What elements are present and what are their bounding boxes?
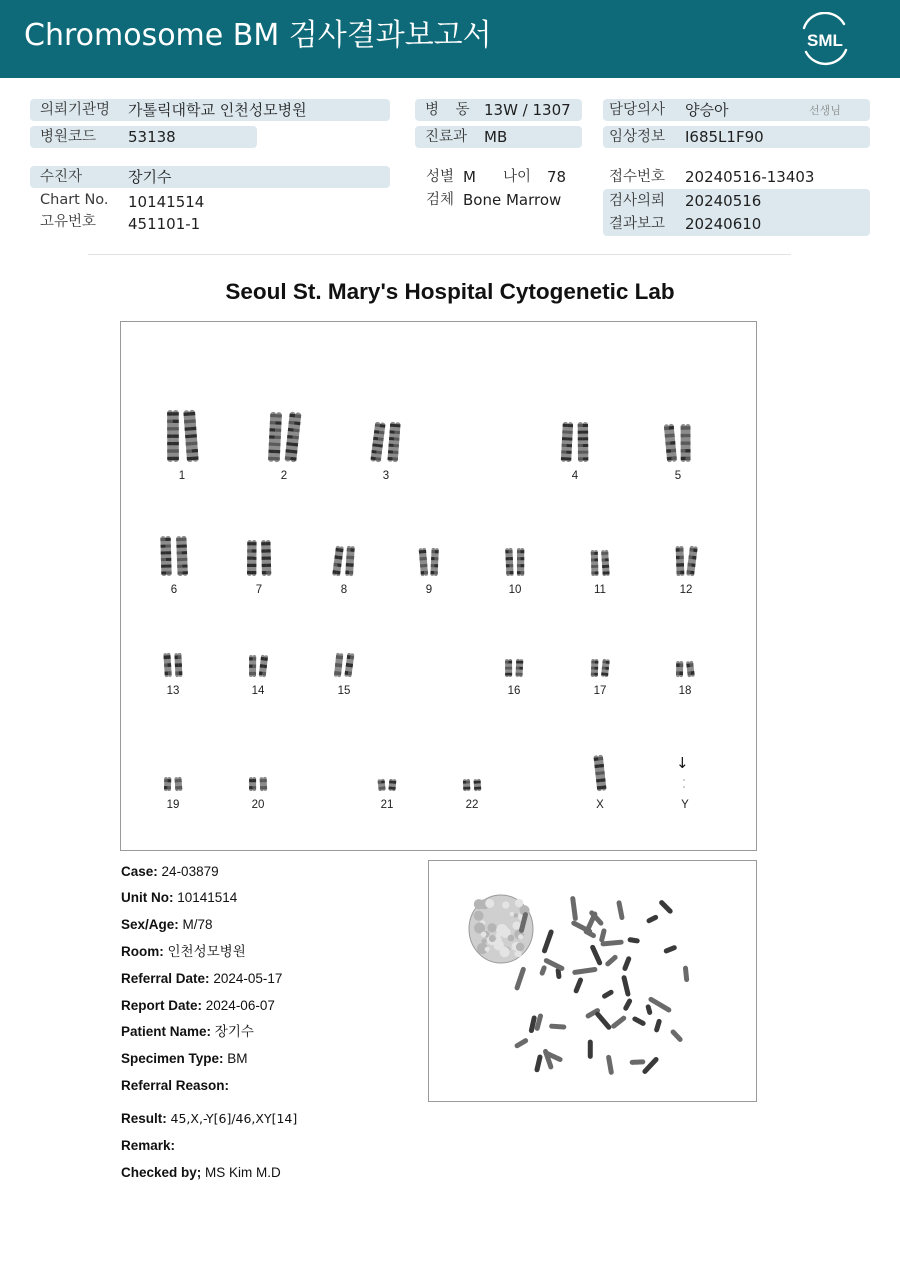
- ward-value: 13W / 1307: [484, 101, 571, 119]
- result-report-value: 20240610: [685, 215, 762, 233]
- chromosome-label-4: 4: [571, 470, 579, 482]
- unique-no-label: 고유번호: [40, 214, 97, 230]
- chromosome-pair-16: [505, 659, 523, 677]
- metaphase-chromosome: [594, 1011, 612, 1031]
- requesting-org-value: 가톨릭대학교 인천성모병원: [128, 101, 307, 119]
- sex-label: 성별: [426, 169, 455, 185]
- metaphase-chromosome: [621, 975, 631, 997]
- clinical-info-value: I685L1F90: [685, 128, 764, 146]
- metaphase-chromosome: [670, 1028, 684, 1043]
- result-line: Result: 45,X,-Y[6]/46,XY[14]: [121, 1111, 298, 1126]
- metaphase-chromosome: [588, 1040, 593, 1059]
- sexage-line: Sex/Age: M/78: [121, 917, 213, 932]
- sml-logo: [796, 12, 854, 66]
- chromosome-label-11: 11: [594, 584, 606, 596]
- section-divider: [88, 254, 791, 255]
- metaphase-chromosome: [645, 1004, 653, 1016]
- sexage-value: M/78: [182, 917, 213, 932]
- chromosome-pair-4: [561, 422, 589, 462]
- age-value: 78: [547, 168, 567, 186]
- missing-y-marker: ↓: [676, 754, 689, 772]
- doctor-label: 담당의사: [609, 102, 666, 118]
- checked-line: Checked by; MS Kim M.D: [121, 1165, 281, 1180]
- chromosome-pair-15: [334, 653, 355, 678]
- chromosome-pair-18: [676, 661, 695, 678]
- chromosome-pair-20: [249, 777, 267, 791]
- age-label: 나이: [503, 169, 532, 185]
- chromosome-label-10: 10: [508, 584, 522, 596]
- metaphase-chromosome: [622, 998, 633, 1012]
- receipt-no-value: 20240516-13403: [685, 168, 815, 186]
- chromosome-pair-19: [164, 777, 182, 791]
- result-report-label: 결과보고: [609, 216, 666, 232]
- chromosome-label-21: 21: [380, 799, 394, 811]
- metaphase-chromosome: [606, 1054, 614, 1075]
- requesting-org-label: 의뢰기관명: [40, 102, 111, 118]
- report-title: Chromosome BM 검사결과보고서: [24, 18, 492, 53]
- specimen-value: Bone Marrow: [463, 191, 562, 209]
- karyogram-panel: [120, 321, 757, 851]
- chromosome-label-12: 12: [679, 584, 693, 596]
- chromosome-label-20: 20: [251, 799, 265, 811]
- chromosome-pair-3: [370, 422, 400, 463]
- chromosome-label-1: 1: [178, 470, 186, 482]
- logo-text: SML: [807, 31, 843, 50]
- result-value: 45,X,-Y[6]/46,XY[14]: [170, 1111, 298, 1126]
- metaphase-chromosome: [646, 914, 659, 924]
- chromosome-pair-8: [332, 546, 355, 577]
- chart-no-value: 10141514: [128, 193, 205, 211]
- patient-name-line: Patient Name: 장기수: [121, 1024, 254, 1039]
- chromosome-label-5: 5: [674, 470, 682, 482]
- metaphase-chromosome: [604, 954, 618, 967]
- referral-date-line: Referral Date: 2024-05-17: [121, 971, 283, 986]
- chromosome-label-16: 16: [507, 685, 521, 697]
- doctor-value: 양승아: [685, 101, 729, 119]
- test-request-value: 20240516: [685, 192, 762, 210]
- chromosome-label-9: 9: [425, 584, 433, 596]
- metaphase-chromosome: [630, 1059, 646, 1065]
- chart-no-label: Chart No.: [40, 192, 109, 208]
- report-date-line: Report Date: 2024-06-07: [121, 998, 275, 1013]
- metaphase-chromosome: [683, 965, 690, 982]
- chromosome-label-19: 19: [166, 799, 180, 811]
- hospital-code-value: 53138: [128, 128, 176, 146]
- chromosome-label-17: 17: [593, 685, 607, 697]
- chromosome-label-6: 6: [170, 584, 178, 596]
- doctor-suffix: 선생님: [809, 104, 841, 117]
- metaphase-chromosome: [514, 966, 527, 991]
- unique-no-value: 451101-1: [128, 215, 201, 233]
- metaphase-chromosome: [534, 1054, 543, 1073]
- specimen-label: 검체: [426, 192, 455, 208]
- specimen-type-value: BM: [227, 1051, 248, 1066]
- unit-value: 10141514: [177, 890, 238, 905]
- chromosome-label-3: 3: [382, 470, 390, 482]
- report-date-value: 2024-06-07: [205, 998, 275, 1013]
- chromosome-label-2: 2: [280, 470, 288, 482]
- metaphase-chromosome: [610, 1015, 627, 1030]
- report-header: [0, 0, 900, 78]
- metaphase-chromosome: [573, 977, 584, 994]
- chromosome-label-x: X: [596, 799, 604, 811]
- y-placeholder-dot: [683, 786, 685, 788]
- chromosome-label-8: 8: [340, 584, 348, 596]
- chromosome-label-7: 7: [255, 584, 263, 596]
- sex-value: M: [463, 168, 476, 186]
- metaphase-chromosome: [543, 957, 565, 971]
- chromosome-pair-2: [268, 412, 301, 463]
- chromosome-pair-22: [463, 779, 481, 791]
- room-line: Room: 인천성모병원: [121, 944, 246, 959]
- metaphase-chromosome: [631, 1016, 646, 1027]
- dept-value: MB: [484, 128, 508, 146]
- chromosome-label-15: 15: [337, 685, 351, 697]
- chromosome-label-y: Y: [681, 799, 689, 811]
- specimen-type-line: Specimen Type: BM: [121, 1051, 248, 1066]
- case-value: 24-03879: [161, 864, 219, 879]
- chromosome-pair-5: [664, 424, 691, 463]
- metaphase-chromosome: [514, 1037, 529, 1049]
- y-placeholder-dot: [683, 779, 685, 781]
- metaphase-image: [429, 861, 756, 1101]
- metaphase-chromosome: [541, 929, 554, 954]
- chromosome-pair-21: [377, 779, 396, 792]
- metaphase-chromosome: [616, 900, 625, 921]
- metaphase-chromosome: [641, 1056, 659, 1075]
- metaphase-chromosome: [654, 1018, 663, 1033]
- checked-value: MS Kim M.D: [205, 1165, 281, 1180]
- chromosome-pair-12: [676, 546, 698, 577]
- metaphase-panel: [428, 860, 757, 1102]
- chromosome-pair-7: [247, 540, 271, 576]
- chromosome-pair-1: [167, 410, 199, 463]
- chromosome-pair-10: [505, 548, 524, 576]
- chromosome-label-13: 13: [166, 685, 180, 697]
- metaphase-chromosome: [622, 956, 632, 972]
- room-value: 인천성모병원: [167, 944, 246, 959]
- chromosome-label-14: 14: [251, 685, 265, 697]
- chromosome-pair-14: [249, 655, 268, 678]
- chromosome-pair-11: [591, 550, 610, 576]
- chromosome-pair-13: [163, 653, 182, 677]
- lab-title: Seoul St. Mary's Hospital Cytogenetic Lab: [225, 279, 675, 304]
- dept-label: 진료과: [425, 129, 468, 145]
- chromosome-pair-9: [419, 548, 439, 577]
- hospital-code-label: 병원코드: [40, 129, 97, 145]
- metaphase-chromosome: [570, 896, 578, 921]
- remark-line: Remark:: [121, 1138, 176, 1153]
- metaphase-chromosome: [589, 944, 603, 966]
- patient-value: 장기수: [128, 168, 172, 186]
- metaphase-chromosome: [601, 989, 614, 1000]
- referral-reason-line: Referral Reason:: [121, 1078, 230, 1093]
- metaphase-chromosome: [627, 937, 640, 944]
- patient-bar: [30, 166, 390, 188]
- metaphase-chromosome: [658, 899, 674, 915]
- metaphase-chromosome: [599, 928, 607, 943]
- receipt-no-label: 접수번호: [609, 169, 666, 185]
- test-request-label: 검사의뢰: [609, 193, 666, 209]
- chromosome-label-18: 18: [678, 685, 692, 697]
- clinical-info-label: 임상정보: [609, 129, 666, 145]
- metaphase-chromosome: [549, 1024, 566, 1030]
- chromosome-label-22: 22: [465, 799, 479, 811]
- patient-name-value: 장기수: [214, 1024, 254, 1039]
- unit-line: Unit No: 10141514: [121, 890, 238, 905]
- metaphase-chromosome: [539, 965, 547, 977]
- metaphase-chromosome: [572, 967, 598, 976]
- chromosome-pair-x: [593, 755, 606, 792]
- referral-date-value: 2024-05-17: [213, 971, 283, 986]
- chromosome-pair-6: [160, 536, 188, 576]
- ward-label: 병 동: [425, 102, 476, 118]
- chromosome-pair-17: [591, 659, 610, 678]
- patient-label: 수진자: [40, 169, 83, 185]
- metaphase-chromosome: [663, 944, 678, 954]
- case-line: Case: 24-03879: [121, 864, 219, 879]
